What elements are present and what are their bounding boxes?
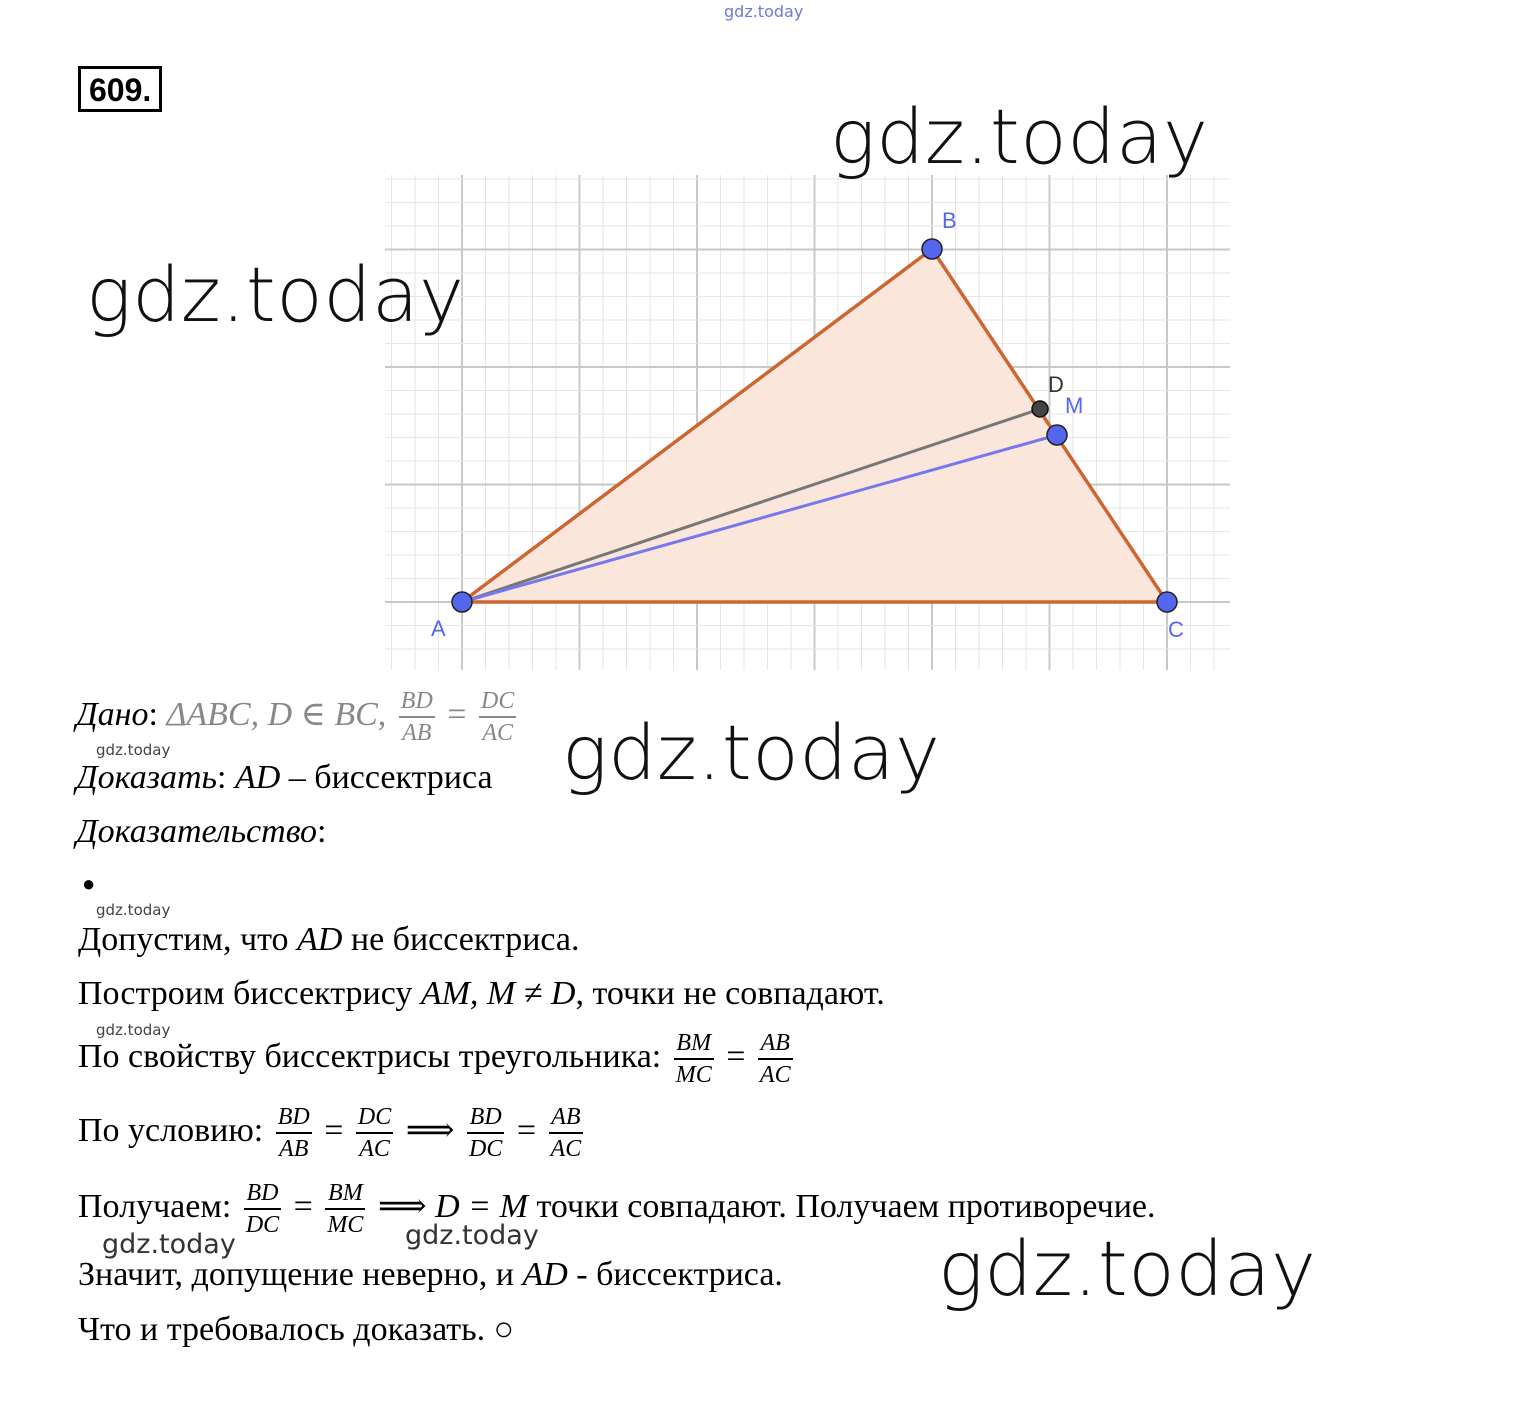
given-fraction-1: $\frac{BD}{AB}$ [400, 688, 433, 746]
problem-number: 609. [78, 66, 162, 112]
label-d: D [1048, 372, 1064, 397]
label-b: B [942, 208, 957, 233]
watermark-big-1: gdz.today [830, 92, 1209, 181]
given-line: Дано: ΔABC, D ∈ BC, $\frac{BD}{AB}$ = $\frac{DC}{AC}$ [76, 688, 515, 746]
watermark-big-2: gdz.today [86, 250, 465, 339]
proof-line-2: Построим биссектрису AM, M ≠ D, точки не совпадают. [78, 975, 885, 1012]
point-d [1032, 401, 1048, 417]
proof-line-3: По свойству биссектрисы треугольника: $\frac{BM}{MC}$ = $\frac{AB}{AC}$ [78, 1030, 791, 1088]
triangle-figure [385, 175, 1230, 670]
proof-line-5: Получаем: $\frac{BD}{DC}$ = $\frac{BM}{MC}$ ⟹ D = M точки совпадают. Получаем противоречие. [78, 1180, 1156, 1238]
prove-label: Доказать [76, 759, 217, 796]
watermark-big-4: gdz.today [938, 1224, 1317, 1313]
given-text: ΔABC, D ∈ BC, [166, 695, 387, 733]
given-label: Дано [76, 695, 149, 733]
watermark-small-1: gdz.today [96, 741, 171, 759]
watermark-small-2: gdz.today [96, 901, 171, 919]
proof-label: Доказательство: [76, 813, 327, 850]
proof-line-4: По условию: $\frac{BD}{AB}$ = $\frac{DC}{AC}$ ⟹ $\frac{BD}{DC}$ = $\frac{AB}{AC}$ [78, 1104, 582, 1162]
watermark-med-2: gdz.today [405, 1220, 539, 1251]
watermark-small-3: gdz.today [96, 1021, 171, 1039]
point-c [1157, 592, 1177, 612]
label-m: M [1065, 393, 1084, 418]
watermark-top: gdz.today [724, 2, 804, 21]
bullet: ● [82, 871, 96, 896]
point-b [922, 239, 942, 259]
proof-line-7: Что и требовалось доказать. ○ [78, 1311, 515, 1348]
point-m [1047, 425, 1067, 445]
prove-line: Доказать: AD – биссектриса [76, 759, 493, 796]
given-fraction-2: $\frac{DC}{AC}$ [480, 688, 515, 746]
watermark-med-1: gdz.today [102, 1229, 236, 1260]
fraction-ab-ac: $\frac{AB}{AC}$ [759, 1030, 791, 1088]
end-of-proof-icon: ○ [493, 1311, 515, 1348]
label-a: A [431, 616, 446, 641]
watermark-big-3: gdz.today [562, 708, 941, 797]
fraction-bm-mc: $\frac{BM}{MC}$ [675, 1030, 712, 1088]
proof-line-1: Допустим, что AD не биссектриса. [78, 921, 580, 958]
point-a [452, 592, 472, 612]
label-c: C [1168, 617, 1184, 642]
proof-line-6: Значит, допущение неверно, и AD - биссектриса. [78, 1256, 783, 1293]
